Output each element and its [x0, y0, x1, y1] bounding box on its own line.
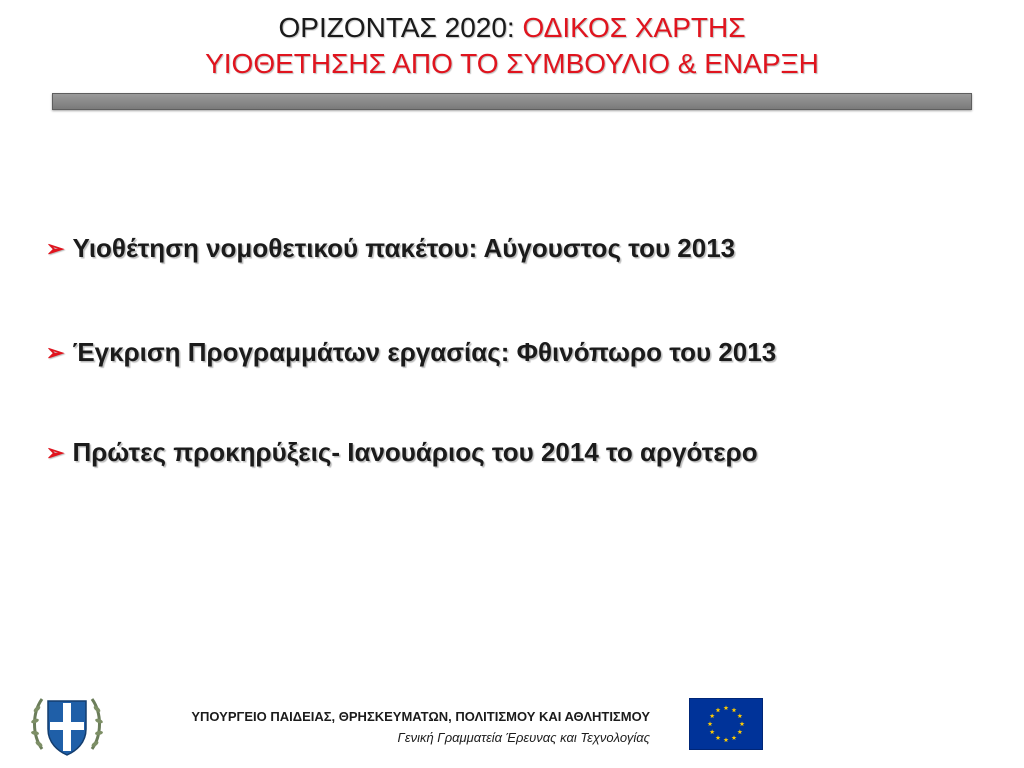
footer-text: [191, 706, 650, 748]
title-line-1: [0, 10, 1024, 46]
bullet-text: Έγκριση Προγραμμάτων εργασίας: Φθινόπωρο του 2013: [72, 337, 777, 367]
bullet-text: Υιοθέτηση νομοθετικού πακέτου: Αύγουστος του 2013: [72, 233, 736, 263]
greek-coat-of-arms-icon: [28, 689, 106, 761]
gsrt-name: Γενική Γραμματεία Έρευνας και Τεχνολογίας: [397, 730, 650, 745]
bullet-item: [46, 337, 776, 368]
slide-title: [0, 10, 1024, 82]
title-divider-bar: [52, 93, 972, 110]
bullet-text: Πρώτες προκηρύξεις- Ιανουάριος του 2014 το αργότερο: [72, 437, 758, 467]
title-accent: ΟΔΙΚΟΣ ΧΑΡΤΗΣ: [522, 12, 746, 43]
title-prefix: ΟΡΙΖΟΝΤΑΣ 2020:: [278, 12, 523, 43]
arrow-bullet-icon: ➢: [46, 439, 65, 465]
bullet-item: [46, 233, 735, 264]
eu-flag-icon: [689, 698, 763, 750]
title-line-2: ΥΙΟΘΕΤΗΣΗΣ ΑΠΟ ΤΟ ΣΥΜΒΟΥΛΙΟ & ΕΝΑΡΞΗ: [205, 48, 819, 79]
arrow-bullet-icon: ➢: [46, 339, 65, 365]
arrow-bullet-icon: ➢: [46, 235, 65, 261]
ministry-name: ΥΠΟΥΡΓΕΙΟ ΠΑΙΔΕΙΑΣ, ΘΡΗΣΚΕΥΜΑΤΩΝ, ΠΟΛΙΤΙΣΜΟΥ ΚΑΙ ΑΘΛΗΤΙΣΜΟΥ: [191, 709, 650, 724]
bullet-item: [46, 437, 758, 468]
